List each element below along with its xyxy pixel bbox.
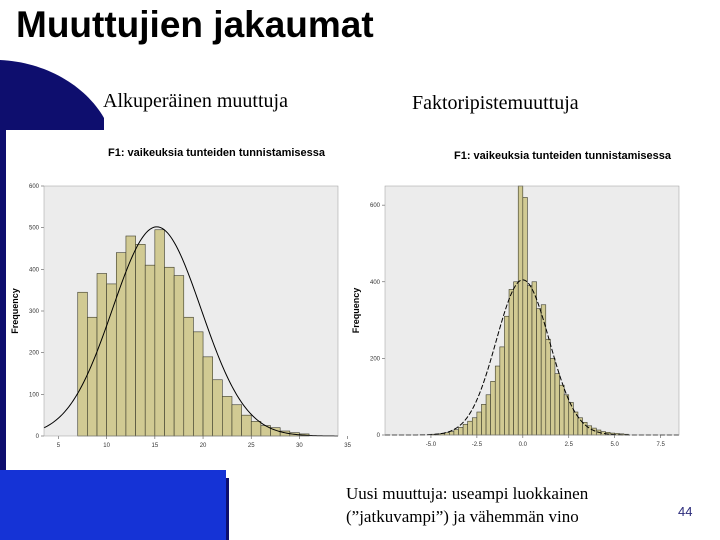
histogram-bar	[486, 395, 491, 435]
histogram-bar	[87, 317, 97, 436]
histogram-bar	[569, 402, 574, 435]
y-tick-label: 500	[28, 225, 39, 232]
histogram-original-variable	[8, 142, 351, 462]
histogram-bar	[174, 276, 184, 436]
histogram-bar	[107, 284, 117, 436]
histogram-bar	[184, 317, 194, 436]
histogram-factor-score	[352, 146, 687, 462]
y-tick-label: 300	[28, 309, 39, 315]
page-number: 44	[678, 504, 693, 519]
x-tick-label: 20	[199, 443, 207, 449]
histogram-bar	[136, 244, 146, 436]
y-tick-label: 600	[28, 184, 39, 190]
histogram-bar	[463, 424, 468, 435]
y-tick-label: 200	[28, 350, 39, 357]
histogram-bar	[560, 385, 565, 435]
chart-title: F1: vaikeuksia tunteiden tunnistamisessa	[454, 150, 672, 162]
histogram-bar	[222, 396, 232, 436]
histogram-bar	[193, 332, 203, 436]
histogram-bar	[509, 289, 514, 435]
histogram-bar	[155, 230, 165, 436]
histogram-bar	[477, 412, 482, 435]
histogram-bar	[213, 380, 223, 436]
histogram-bar	[232, 405, 242, 436]
histogram-bar	[504, 316, 509, 435]
x-tick-label: 25	[247, 443, 255, 449]
y-tick-label: 600	[369, 203, 380, 210]
caption	[346, 482, 588, 528]
histogram-bar	[468, 421, 473, 435]
histogram-bar	[495, 366, 500, 435]
histogram-bar	[491, 381, 496, 435]
histogram-bar	[583, 422, 588, 435]
histogram-bar	[203, 357, 213, 436]
y-axis-label: Frequency	[351, 287, 361, 334]
y-tick-label: 100	[28, 392, 39, 399]
chart-title: F1: vaikeuksia tunteiden tunnistamisessa	[108, 147, 326, 159]
page-title: Muuttujien jakaumat	[16, 4, 374, 45]
left-edge-bar	[0, 118, 6, 470]
histogram-bar	[126, 236, 136, 436]
x-tick-label: -2.5	[471, 442, 483, 448]
x-tick-label: 5	[56, 443, 61, 449]
subtitle-original-variable: Alkuperäinen muuttuja	[103, 90, 288, 112]
histogram-bar	[449, 432, 454, 435]
x-tick-label: 7.5	[656, 442, 665, 448]
y-tick-label: 400	[28, 267, 39, 274]
histogram-bar	[145, 265, 155, 436]
y-tick-label: 400	[369, 279, 380, 286]
y-tick-label: 200	[369, 356, 380, 363]
histogram-bar	[523, 197, 528, 435]
subtitle-factor-score-variable: Faktoripistemuuttuja	[412, 92, 579, 114]
histogram-bar	[454, 430, 459, 435]
histogram-bar	[97, 274, 107, 437]
y-tick-label: 0	[376, 433, 380, 439]
x-tick-label: 0.0	[518, 442, 527, 448]
histogram-bar	[518, 186, 523, 435]
x-tick-label: -5.0	[425, 442, 437, 448]
y-axis-label: Frequency	[10, 288, 20, 334]
histogram-bar	[555, 374, 560, 435]
x-tick-label: 5.0	[610, 442, 619, 448]
y-tick-label: 0	[35, 434, 39, 440]
caption-line-1: Uusi muuttuja: useampi luokkainen	[346, 484, 589, 503]
histogram-bar	[550, 358, 555, 435]
histogram-bar	[532, 282, 537, 435]
histogram-bar	[564, 395, 569, 435]
x-tick-label: 35	[344, 443, 351, 449]
histogram-bar	[251, 421, 261, 436]
histogram-bar	[116, 253, 126, 436]
histogram-bar	[472, 418, 477, 435]
histogram-bar	[78, 292, 88, 436]
histogram-bar	[481, 404, 486, 435]
x-tick-label: 15	[151, 443, 159, 449]
histogram-bar	[514, 282, 519, 435]
x-tick-label: 10	[103, 443, 110, 449]
histogram-bar	[527, 286, 532, 435]
histogram-bar	[537, 309, 542, 435]
histogram-bar	[500, 347, 505, 435]
histogram-bar	[592, 428, 597, 435]
caption-line-2: (”jatkuvampi”) ja vähemmän vino	[346, 507, 579, 526]
histogram-bar	[164, 267, 174, 436]
histogram-bar	[546, 339, 551, 435]
x-tick-label: 30	[296, 443, 303, 449]
bottom-panel-shadow	[226, 478, 229, 540]
bottom-left-panel	[0, 470, 226, 540]
corner-decoration	[0, 60, 110, 130]
histogram-bar	[459, 427, 464, 435]
histogram-bar	[242, 415, 252, 436]
x-tick-label: 2.5	[564, 442, 573, 448]
